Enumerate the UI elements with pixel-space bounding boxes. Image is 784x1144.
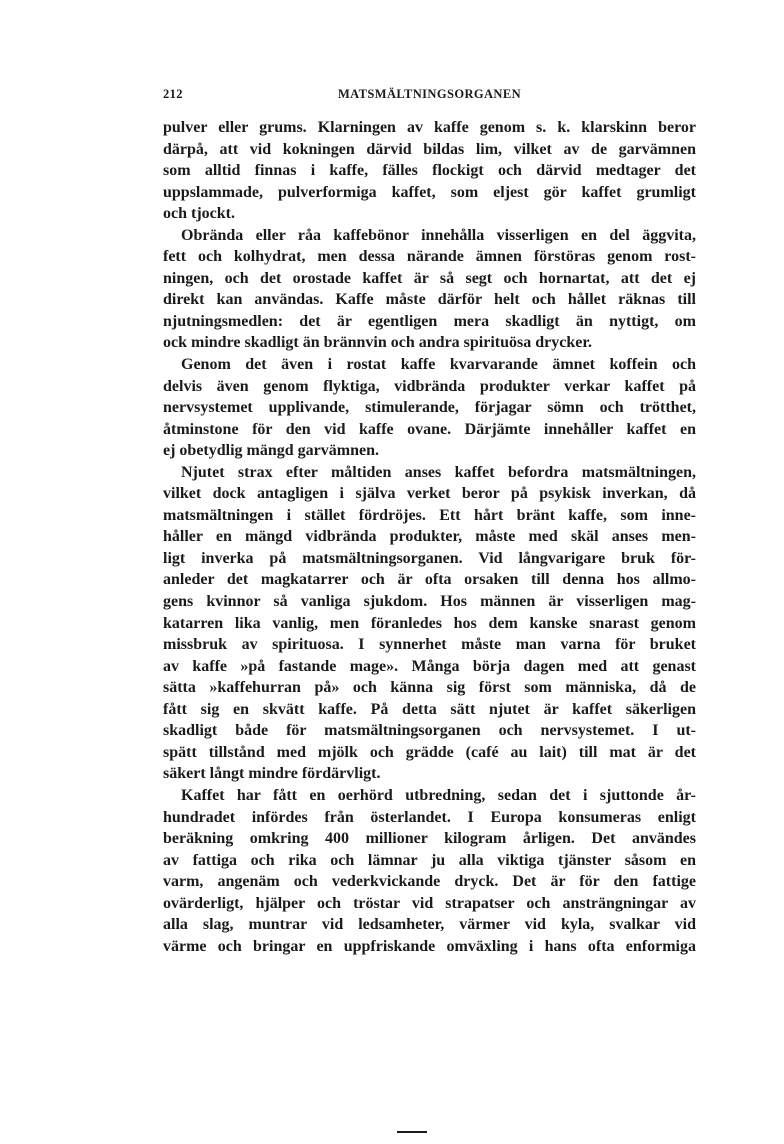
text-line: ej obetydlig mängd garvämnen. xyxy=(163,442,379,460)
footer-rule xyxy=(397,1131,427,1133)
text-line: Genom det även i rostat kaffe kvarvarande ämnet koffein och xyxy=(181,356,696,374)
text-line: skadligt både för matsmältningsorganen och nervsystemet. I ut- xyxy=(163,722,696,740)
body-text xyxy=(163,117,696,957)
text-line: som alltid finnas i kaffe, fälles flockigt och därvid medtager det xyxy=(163,162,696,180)
text-line: missbruk av spirituosa. I synnerhet måste man varna för bruket xyxy=(163,636,696,654)
text-line: av kaffe »på fastande mage». Många börja dagen med att genast xyxy=(163,657,696,675)
text-line: ovärderligt, hjälper och tröstar vid strapatser och ansträngningar av xyxy=(163,894,696,912)
text-line: sätta »kaffehurran på» och känna sig först som människa, då de xyxy=(163,679,696,697)
page-number: 212 xyxy=(163,87,183,101)
text-line: gens kvinnor så vanliga sjukdom. Hos männen är visserligen mag- xyxy=(163,593,696,611)
text-line: katarren lika vanlig, men föranledes hos dem kanske snarast genom xyxy=(163,614,696,632)
text-line: uppslammade, pulverformiga kaffet, som eljest gör kaffet grumligt xyxy=(163,183,696,201)
page-header xyxy=(163,87,696,109)
text-line: njutningsmedlen: det är egentligen mera skadligt än nyttigt, om xyxy=(163,312,696,330)
text-line: Njutet strax efter måltiden anses kaffet befordra matsmältningen, xyxy=(181,463,696,481)
text-line: alla slag, muntrar vid ledsamheter, värmer vid kyla, svalkar vid xyxy=(163,916,696,934)
text-line: därpå, att vid kokningen därvid bildas lim, vilket av de garvämnen xyxy=(163,140,696,158)
text-line: spätt tillstånd med mjölk och grädde (café au lait) till mat är det xyxy=(163,743,696,761)
text-line: och tjockt. xyxy=(163,205,235,223)
text-line: av fattiga och rika och lämnar ju alla viktiga tjänster såsom en xyxy=(163,851,696,869)
text-line: ningen, och det orostade kaffet är så segt och hornartat, att det ej xyxy=(163,269,696,287)
text-line: åtminstone för den vid kaffe ovane. Därjämte innehåller kaffet en xyxy=(163,420,696,438)
text-line: Kaffet har fått en oerhörd utbredning, sedan det i sjuttonde år- xyxy=(181,786,696,804)
text-line: beräkning omkring 400 millioner kilogram årligen. Det användes xyxy=(163,830,696,848)
text-line: pulver eller grums. Klarningen av kaffe genom s. k. klarskinn beror xyxy=(163,119,696,136)
text-line: ock mindre skadligt än brännvin och andra spirituösa drycker. xyxy=(163,334,592,352)
text-line: säkert långt mindre fördärvligt. xyxy=(163,765,381,783)
text-line: direkt kan användas. Kaffe måste därför helt och hållet räknas till xyxy=(163,291,696,309)
text-line: fått sig en skvätt kaffe. På detta sätt njutet är kaffet säkerligen xyxy=(163,700,696,718)
text-line: värme och bringar en uppfriskande omväxling i hans ofta enformiga xyxy=(163,937,696,955)
text-line: vilket dock antagligen i själva verket beror på psykisk inverkan, då xyxy=(163,485,696,503)
text-line: fett och kolhydrat, men dessa närande ämnen förstöras genom rost- xyxy=(163,248,696,266)
text-line: matsmältningen i stället fördröjes. Ett hårt bränt kaffe, som inne- xyxy=(163,506,696,524)
text-line: ligt inverka på matsmältningsorganen. Vid långvarigare bruk för- xyxy=(163,549,696,567)
text-line: varm, angenäm och vederkvickande dryck. Det är för den fattige xyxy=(163,873,696,891)
text-line: hundradet infördes från österlandet. I Europa konsumeras enligt xyxy=(163,808,696,826)
text-line: nervsystemet upplivande, stimulerande, förjagar sömn och trötthet, xyxy=(163,399,696,417)
text-line: Obrända eller råa kaffebönor innehålla visserligen en del äggvita, xyxy=(181,226,696,244)
text-line: håller en mängd vidbrända produkter, måste med skäl anses men- xyxy=(163,528,696,546)
text-line: delvis även genom flyktiga, vidbrända produkter verkar kaffet på xyxy=(163,377,696,395)
running-title: MATSMÄLTNINGSORGANEN xyxy=(337,87,522,101)
text-line: anleder det magkatarrer och är ofta orsaken till denna hos allmo- xyxy=(163,571,696,589)
